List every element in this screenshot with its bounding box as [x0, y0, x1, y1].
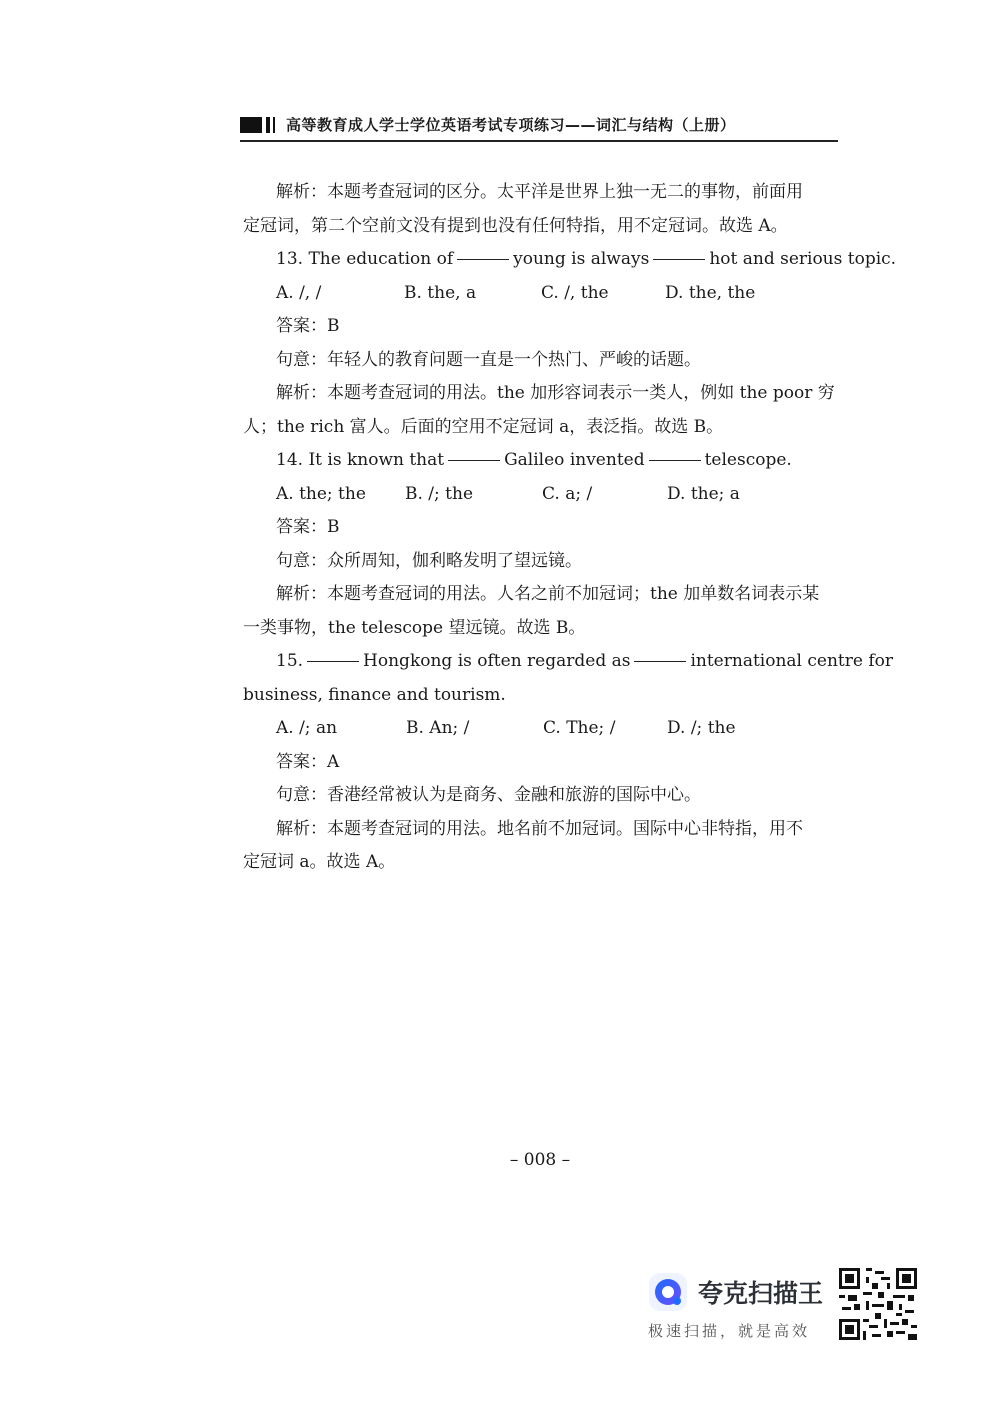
- answer-line: 答案：A: [276, 751, 340, 772]
- answer-blank: [634, 660, 686, 662]
- question-text: hot and serious topic.: [709, 249, 897, 269]
- scanner-watermark: [646, 1268, 926, 1348]
- explanation-line: 解析：本题考查冠词的用法。人名之前不加冠词；the 加单数名词表示某: [276, 584, 820, 604]
- explanation-line: 定冠词 a。故选 A。: [243, 852, 396, 872]
- option-d: D. /; the: [667, 718, 736, 738]
- explanation-line: 定冠词，第二个空前文没有提到也没有任何特指，用不定冠词。故选 A。: [243, 215, 788, 236]
- explanation-line: 人；the rich 富人。后面的空用不定冠词 a，表泛指。故选 B。: [243, 416, 724, 437]
- question-text: telescope.: [704, 450, 792, 470]
- answer-line: 答案：B: [276, 316, 340, 336]
- answer-blank: [307, 660, 359, 662]
- answer-blank: [649, 459, 701, 461]
- question-text: business, finance and tourism.: [243, 684, 506, 705]
- page-content: [243, 176, 897, 880]
- answer-line: 答案：B: [276, 517, 340, 537]
- option-a: A. the; the: [276, 483, 366, 504]
- answer-blank: [653, 258, 705, 260]
- question-text: 14. It is known that: [276, 450, 445, 470]
- option-a: A. /, /: [276, 282, 322, 303]
- answer-blank: [448, 459, 500, 461]
- question-text: young is always: [513, 249, 650, 269]
- question-15: [243, 645, 893, 679]
- question-text: Galileo invented: [504, 450, 645, 470]
- running-header: [240, 112, 838, 142]
- option-c: C. The; /: [543, 718, 616, 738]
- brand-name: 夸克扫描王: [698, 1279, 824, 1308]
- qr-code-icon: [838, 1268, 918, 1340]
- header-block-mark: [240, 117, 262, 133]
- header-bar-mark: [266, 117, 270, 133]
- explanation-line: 一类事物，the telescope 望远镜。故选 B。: [243, 617, 586, 638]
- option-c: C. /, the: [541, 282, 609, 303]
- option-b: B. the, a: [404, 282, 477, 303]
- option-a: A. /; an: [276, 718, 338, 738]
- option-c: C. a; /: [542, 483, 593, 504]
- header-title: 高等教育成人学士学位英语考试专项练习——词汇与结构（上册）: [286, 116, 736, 134]
- question-text: 15.: [276, 651, 304, 671]
- option-d: D. the, the: [665, 282, 756, 303]
- page-number: – 008 –: [509, 1150, 571, 1170]
- option-d: D. the; a: [667, 483, 740, 504]
- meaning-line: 句意：众所周知，伽利略发明了望远镜。: [276, 550, 582, 571]
- explanation-line: 解析：本题考查冠词的用法。the 加形容词表示一类人，例如 the poor 穷: [276, 383, 835, 403]
- options-14: [243, 478, 843, 512]
- options-13: [243, 277, 843, 311]
- question-14: [243, 444, 843, 478]
- option-b: B. An; /: [406, 718, 470, 738]
- explanation-line: 解析：本题考查冠词的区分。太平洋是世界上独一无二的事物，前面用: [276, 182, 803, 202]
- answer-blank: [457, 258, 509, 260]
- question-13: [243, 243, 897, 277]
- options-15: [243, 712, 843, 746]
- explanation-line: 解析：本题考查冠词的用法。地名前不加冠词。国际中心非特指，用不: [276, 818, 803, 839]
- question-text: 13. The education of: [276, 249, 454, 269]
- option-b: B. /; the: [405, 483, 473, 504]
- quark-logo-icon: [648, 1272, 688, 1312]
- header-bar-mark-thin: [273, 117, 275, 133]
- question-text: international centre for: [690, 651, 893, 671]
- meaning-line: 句意：年轻人的教育问题一直是一个热门、严峻的话题。: [276, 349, 701, 370]
- brand-slogan: 极速扫描，就是高效: [648, 1322, 811, 1340]
- question-text: Hongkong is often regarded as: [363, 651, 631, 671]
- meaning-line: 句意：香港经常被认为是商务、金融和旅游的国际中心。: [276, 785, 701, 805]
